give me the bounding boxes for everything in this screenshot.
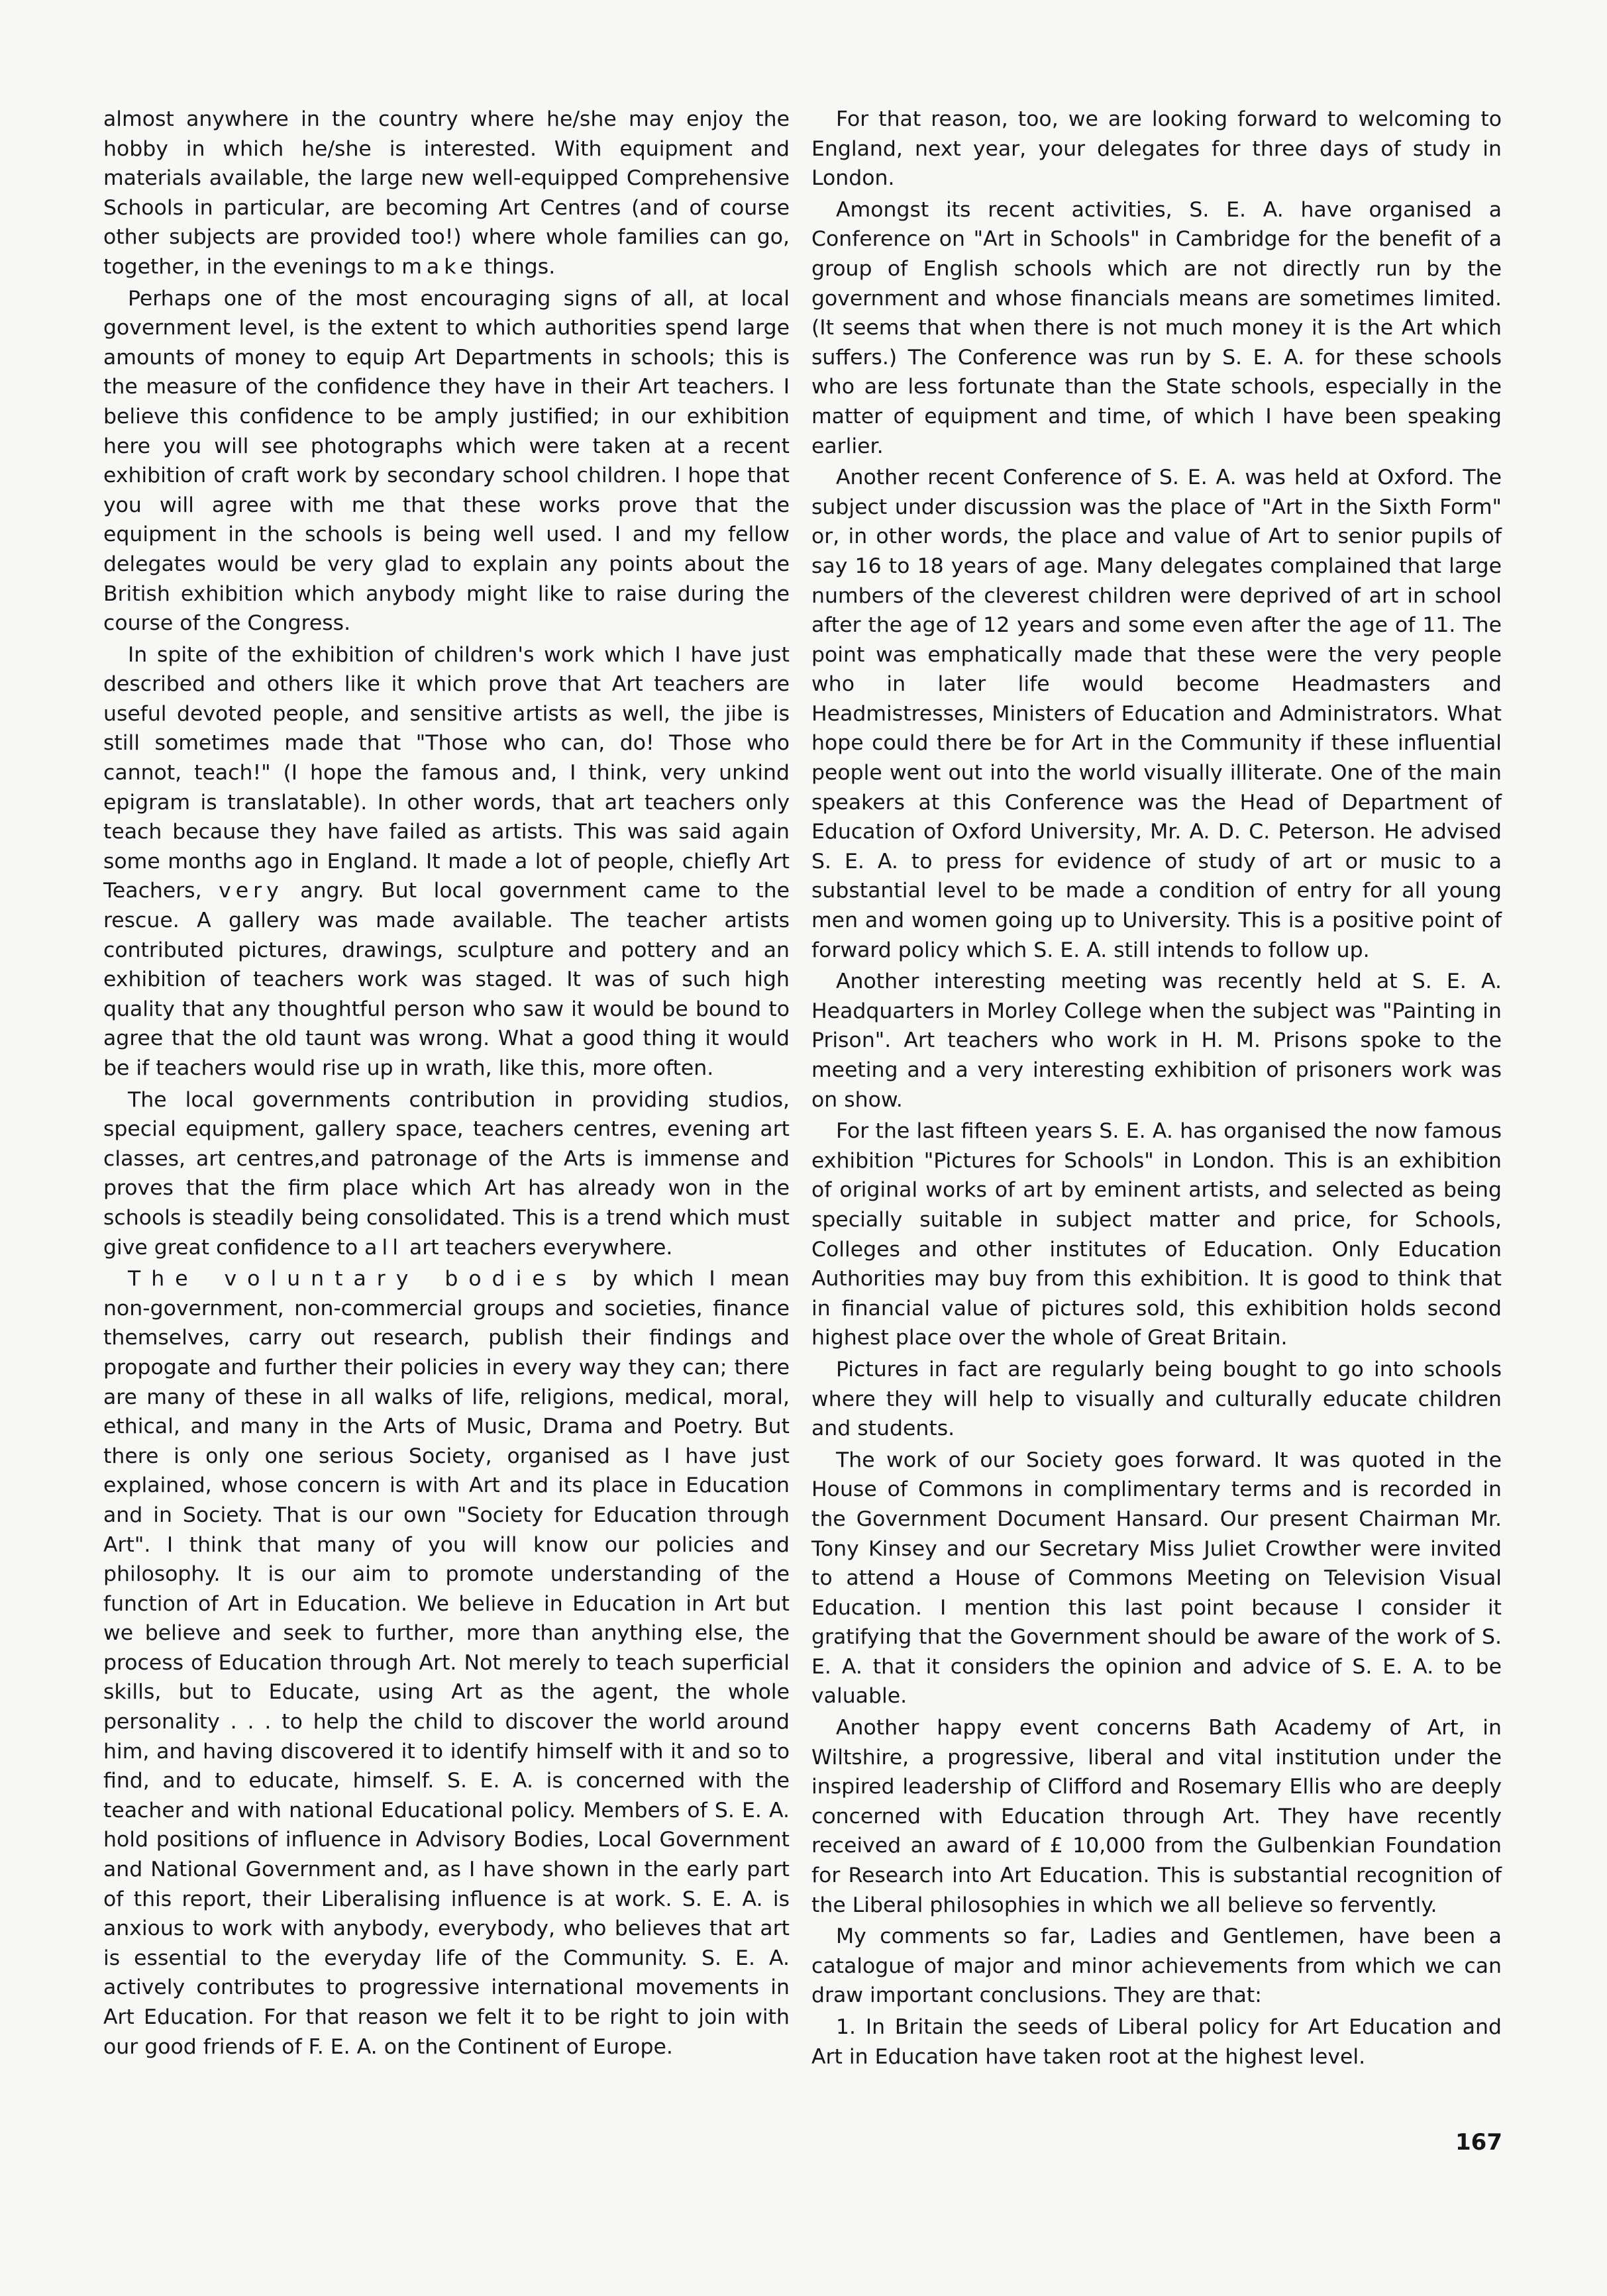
page-number: 167 <box>1455 2129 1502 2156</box>
paragraph: 1. In Britain the seeds of Liberal policy for Art Education and Art in Education have taken root at the highest level. <box>811 2015 1502 2069</box>
paragraph: In spite of the exhibition of children's work which I have just described and others like it which prove that Art teachers are useful devoted people, and sensitive artists as well, the jibe is still sometimes made that "Those who can, do! Those who cannot, teach!" (I hope the famous and, I think, very unkind epigram is translatable). In other words, that art teachers only teach because they have failed as artists. This was said again some months ago in England. It made a lot of people, chiefly Art Teachers, very angry. But local government came to the rescue. A gallery was made available. The teacher artists contributed pictures, drawings, sculpture and pottery and an exhibition of teachers work was staged. It was of such high quality that any thoughtful person who saw it would be bound to agree that the old taunt was wrong. What a good thing it would be if teachers would rise up in wrath, like this, more often. <box>103 642 790 1080</box>
right-column <box>811 105 1502 2071</box>
left-column <box>103 105 790 2062</box>
paragraph: Amongst its recent activities, S. E. A. have organised a Conference on "Art in Schools" in Cambridge for the benefit of a group of English schools which are not directly run by the government and whose financials means are sometimes limited. (It seems that when there is not much money it is the Art which suffers.) The Conference was run by S. E. A. for these schools who are less fortunate than the State schools, especially in the matter of equipment and time, of which I have been speaking earlier. <box>811 197 1502 458</box>
paragraph: Another happy event concerns Bath Academy of Art, in Wiltshire, a progressive, liberal and vital institution under the inspired leadership of Clifford and Rosemary Ellis who are deeply concerned with Education through Art. They have recently received an award of £ 10,000 from the Gulbenkian Foundation for Research into Art Education. This is substantial recognition of the Liberal philosophies in which we all believe so fervently. <box>811 1716 1502 1917</box>
paragraph: Another interesting meeting was recently held at S. E. A. Headquarters in Morley College when the subject was "Painting in Prison". Art teachers who work in H. M. Prisons spoke to the meeting and a very interesting exhibition of prisoners work was on show. <box>811 970 1502 1112</box>
paragraph: My comments so far, Ladies and Gentlemen, have been a catalogue of major and minor achievements from which we can draw important conclusions. They are that: <box>811 1924 1502 2008</box>
paragraph: Another recent Conference of S. E. A. was held at Oxford. The subject under discussion was the place of "Art in the Sixth Form" or, in other words, the place and value of Art to senior pupils of say 16 to 18 years of age. Many delegates complained that large numbers of the cleverest children were deprived of art in school after the age of 12 years and some even after the age of 11. The point was emphatically made that these were the very people who in later life would become Headmasters and Headmistresses, Ministers of Education and Administrators. What hope could there be for Art in the Community if these influential people went out into the world visually illiterate. One of the main speakers at this Conference was the Head of Department of Education of Oxford University, Mr. A. D. C. Peterson. He advised S. E. A. to press for evidence of study of art or music to a substantial level to be made a condition of entry for all young men and women going up to University. This is a positive point of forward policy which S. E. A. still intends to follow up. <box>811 466 1502 962</box>
paragraph: The local governments contribution in providing studios, special equipment, gallery space, teachers centres, evening art classes, art centres,and patronage of the Arts is immense and proves that the firm place which Art has already won in the schools is steadily being consolidated. This is a trend which must give great confidence to all art teachers everywhere. <box>103 1087 790 1260</box>
paragraph: For that reason, too, we are looking forward to welcoming to England, next year, your delegates for three days of study in London. <box>811 107 1502 191</box>
paragraph: The voluntary bodies by which I mean non-government, non-commercial groups and societies, finance themselves, carry out research, publish their findings and propogate and further their policies in every way they can; there are many of these in all walks of life, religions, medical, moral, ethical, and many in the Arts of Music, Drama and Poetry. But there is only one serious Society, organised as I have just explained, whose concern is with Art and its place in Education and in Society. That is our own "Society for Education through Art". I think that many of you will know our policies and philosophy. It is our aim to promote understanding of the function of Art in Education. We believe in Education in Art but we believe and seek to further, more than anything else, the process of Education through Art. Not merely to teach superficial skills, but to Educate, using Art as the agent, the whole personality . . . to help the child to discover the world around him, and having discovered it to identify himself with it and so to find, and to educate, himself. S. E. A. is concerned with the teacher and with national Educational policy. Members of S. E. A. hold positions of influence in Advisory Bodies, Local Government and National Government and, as I have shown in the early part of this report, their Liberalising influence is at work. S. E. A. is anxious to work with anybody, everybody, who believes that art is essential to the everyday life of the Community. S. E. A. actively contributes to progressive international movements in Art Education. For that reason we felt it to be right to join with our good friends of F. E. A. on the Continent of Europe. <box>103 1267 790 2059</box>
paragraph: almost anywhere in the country where he/she may enjoy the hobby in which he/she is interested. With equipment and materials available, the large new well-equipped Comprehensive Schools in particular, are becoming Art Centres (and of course other subjects are provided too!) where whole families can go, together, in the evenings to make things. <box>103 107 790 279</box>
paragraph: The work of our Society goes forward. It was quoted in the House of Commons in complimentary terms and is recorded in the Government Document Hansard. Our present Chairman Mr. Tony Kinsey and our Secretary Miss Juliet Crowther were invited to attend a House of Commons Meeting on Television Visual Education. I mention this last point because I consider it gratifying that the Government should be aware of the work of S. E. A. that it considers the opinion and advice of S. E. A. to be valuable. <box>811 1448 1502 1709</box>
paragraph: Pictures in fact are regularly being bought to go into schools where they will help to visually and culturally educate children and students. <box>811 1357 1502 1441</box>
paragraph: For the last fifteen years S. E. A. has organised the now famous exhibition "Pictures for Schools" in London. This is an exhibition of original works of art by eminent artists, and selected as being specially suitable in subject matter and price, for Schools, Colleges and other institutes of Education. Only Education Authorities may buy from this exhibition. It is good to think that in financial value of pictures sold, this exhibition holds second highest place over the whole of Great Britain. <box>811 1119 1502 1350</box>
paragraph: Perhaps one of the most encouraging signs of all, at local government level, is the extent to which authorities spend large amounts of money to equip Art Departments in schools; this is the measure of the confidence they have in their Art teachers. I believe this confidence to be amply justified; in our exhibition here you will see photographs which were taken at a recent exhibition of craft work by secondary school children. I hope that you will agree with me that these works prove that the equipment in the schools is being well used. I and my fellow delegates would be very glad to explain any points about the British exhibition which anybody might like to raise during the course of the Congress. <box>103 286 790 636</box>
